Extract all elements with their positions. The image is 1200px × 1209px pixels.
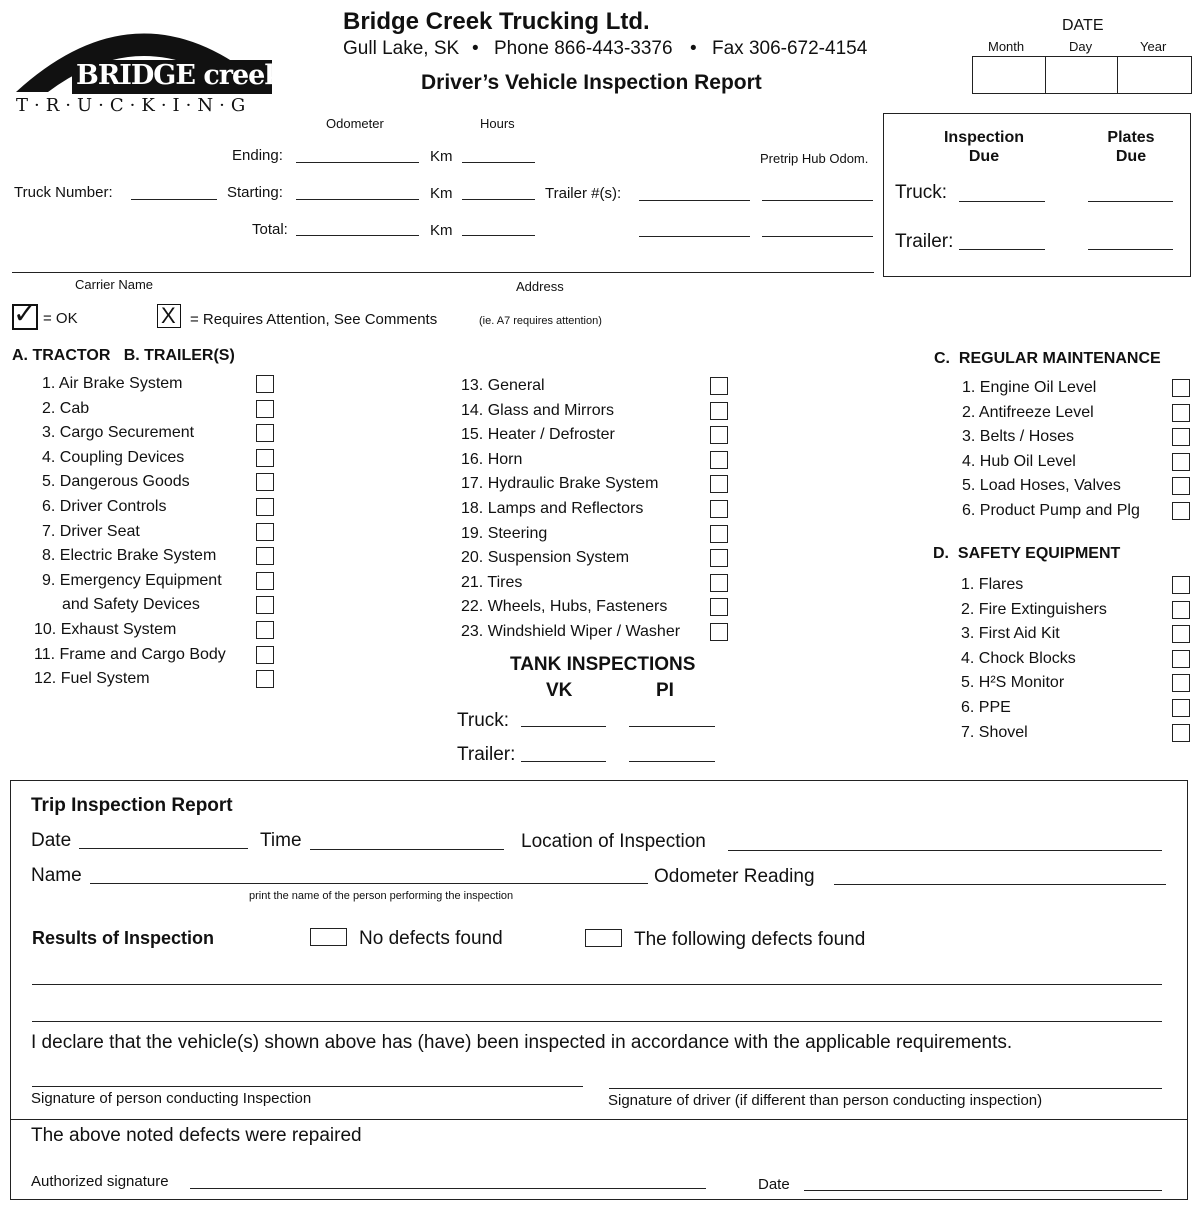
trip-time-label: Time [260, 830, 302, 851]
x-mark-icon: X [161, 303, 176, 328]
defects-found-checkbox[interactable] [585, 929, 622, 947]
checklist-checkbox[interactable] [1172, 477, 1190, 495]
declaration-text: I declare that the vehicle(s) shown above has (have) been inspected in accordance with the applicable requirements. [31, 1032, 1013, 1053]
checklist-checkbox[interactable] [256, 523, 274, 541]
inspection-due-label: Inspection Due [943, 129, 1024, 165]
checklist-checkbox[interactable] [710, 451, 728, 469]
checklist-checkbox[interactable] [710, 426, 728, 444]
checklist-item-label: 5. Dangerous Goods [42, 473, 190, 491]
tank-truck-vk-field[interactable] [521, 726, 606, 727]
checklist-checkbox[interactable] [1172, 502, 1190, 520]
date-day-field[interactable] [1045, 56, 1118, 94]
bullet: • [690, 38, 697, 59]
checklist-checkbox[interactable] [256, 424, 274, 442]
checklist-checkbox[interactable] [1172, 428, 1190, 446]
checklist-item-label: 5. Load Hoses, Valves [962, 477, 1121, 495]
checklist-checkbox[interactable] [1172, 576, 1190, 594]
total-hours-field[interactable] [462, 235, 535, 236]
no-defects-label: No defects found [359, 928, 503, 949]
checklist-checkbox[interactable] [256, 375, 274, 393]
inspector-signature-field[interactable] [32, 1086, 583, 1087]
checklist-checkbox[interactable] [710, 402, 728, 420]
trip-name-note: print the name of the person performing the inspection [249, 890, 514, 902]
checklist-checkbox[interactable] [1172, 674, 1190, 692]
checklist-item-label: 7. Driver Seat [42, 522, 140, 540]
checklist-checkbox[interactable] [710, 623, 728, 641]
inspector-signature-label: Signature of person conducting Inspection [31, 1090, 312, 1107]
section-c-heading: C. REGULAR MAINTENANCE [934, 350, 1161, 367]
checklist-item-label: 2. Fire Extinguishers [961, 600, 1107, 618]
checklist-item-label: 12. Fuel System [34, 670, 150, 688]
checklist-item-label: 6. Driver Controls [42, 498, 167, 515]
plates-due-label: Plates Due [1107, 129, 1155, 165]
trip-date-label: Date [31, 830, 72, 851]
trip-time-field[interactable] [310, 849, 504, 850]
checklist-item-label: 7. Shovel [961, 723, 1028, 741]
tank-truck-label: Truck: [457, 710, 510, 731]
tank-truck-pi-field[interactable] [629, 726, 715, 727]
starting-hours-field[interactable] [462, 199, 535, 200]
trip-location-field[interactable] [728, 850, 1162, 851]
defects-line-1[interactable] [32, 984, 1162, 985]
ending-hours-field[interactable] [462, 162, 535, 163]
truck-number-label: Truck Number: [14, 184, 113, 201]
checklist-checkbox[interactable] [256, 498, 274, 516]
section-ab-heading: A. TRACTOR B. TRAILER(S) [12, 347, 235, 364]
checklist-item-label: 5. H²S Monitor [961, 674, 1065, 692]
trip-name-field[interactable] [90, 883, 648, 884]
date-month-field[interactable] [972, 56, 1046, 94]
checklist-item-label: 3. First Aid Kit [961, 625, 1060, 643]
checklist-item-label: 9. Emergency Equipment [42, 571, 222, 589]
checklist-item-label: 2. Cab [42, 399, 90, 417]
address-label: Address [516, 279, 564, 294]
checklist-item-label: 4. Hub Oil Level [962, 452, 1076, 470]
checklist-checkbox[interactable] [256, 670, 274, 688]
company-location: Gull Lake, SK [343, 38, 460, 59]
checklist-checkbox[interactable] [1172, 453, 1190, 471]
checklist-checkbox[interactable] [1172, 724, 1190, 742]
report-title: Driver’s Vehicle Inspection Report [421, 71, 762, 94]
company-logo [14, 10, 283, 120]
checklist-item-label: 6. Product Pump and Plg [962, 502, 1140, 519]
checklist-checkbox[interactable] [256, 572, 274, 590]
attention-legend: = Requires Attention, See Comments [190, 311, 438, 328]
trip-name-label: Name [31, 865, 82, 886]
checklist-item-label: 13. General [461, 377, 545, 394]
tank-trailer-pi-field[interactable] [629, 761, 715, 762]
odometer-label: Odometer [326, 116, 384, 131]
starting-label: Starting: [227, 184, 283, 201]
driver-signature-label: Signature of driver (if different than person conducting inspection) [608, 1092, 1043, 1109]
checklist-item-label: 22. Wheels, Hubs, Fasteners [461, 598, 668, 616]
ok-legend: = OK [43, 310, 78, 327]
logo-wordmark: BRIDGE creek [76, 60, 283, 91]
checklist-item-label: 20. Suspension System [461, 549, 630, 567]
checklist-item-label: and Safety Devices [62, 596, 200, 614]
total-label: Total: [252, 221, 288, 238]
checklist-checkbox[interactable] [1172, 404, 1190, 422]
due-box [883, 113, 1191, 277]
trailer-plates-due-field[interactable] [1088, 249, 1173, 250]
company-phone: Phone 866-443-3376 [494, 38, 673, 59]
checklist-item-label: 11. Frame and Cargo Body [34, 645, 226, 663]
date-year-label: Year [1140, 39, 1167, 54]
checklist-checkbox[interactable] [1172, 379, 1190, 397]
pretrip-hub-field-1[interactable] [762, 200, 873, 201]
starting-odometer-field[interactable] [296, 199, 419, 200]
checklist-checkbox[interactable] [1172, 601, 1190, 619]
km-unit: Km [430, 148, 453, 165]
authorized-signature-label: Authorized signature [31, 1173, 169, 1190]
trip-report-title: Trip Inspection Report [31, 795, 233, 816]
checklist-checkbox[interactable] [1172, 625, 1190, 643]
checklist-item-label: 1. Flares [961, 576, 1024, 593]
checklist-item-label: 21. Tires [461, 573, 523, 591]
checklist-checkbox[interactable] [256, 621, 274, 639]
checklist-item-label: 3. Belts / Hoses [962, 428, 1075, 446]
checklist-checkbox[interactable] [256, 400, 274, 418]
checklist-checkbox[interactable] [1172, 699, 1190, 717]
date-day-label: Day [1069, 39, 1093, 54]
carrier-name-label: Carrier Name [75, 277, 154, 292]
checklist-item-label: 3. Cargo Securement [42, 424, 195, 442]
bullet: • [472, 38, 479, 59]
pretrip-hub-label: Pretrip Hub Odom. [760, 151, 869, 166]
checklist-item-label: 4. Coupling Devices [42, 448, 185, 466]
company-name: Bridge Creek Trucking Ltd. [343, 8, 650, 35]
ending-odometer-field[interactable] [296, 162, 419, 163]
driver-signature-field[interactable] [609, 1088, 1162, 1089]
checklist-item-label: 10. Exhaust System [34, 621, 177, 638]
company-fax: Fax 306-672-4154 [712, 38, 868, 59]
date-month-label: Month [988, 39, 1025, 54]
truck-inspection-due-field[interactable] [959, 201, 1045, 202]
km-unit: Km [430, 185, 453, 202]
checklist-item-label: 1. Engine Oil Level [962, 379, 1097, 396]
checklist-item-label: 23. Windshield Wiper / Washer [461, 623, 681, 640]
pretrip-hub-field-2[interactable] [762, 236, 873, 237]
km-unit: Km [430, 222, 453, 239]
repaired-label: The above noted defects were repaired [31, 1125, 362, 1146]
trailer-number-field-1[interactable] [639, 200, 750, 201]
no-defects-checkbox[interactable] [310, 928, 347, 946]
defects-line-2[interactable] [32, 1021, 1162, 1022]
checklist-checkbox[interactable] [710, 525, 728, 543]
tank-trailer-vk-field[interactable] [521, 761, 606, 762]
due-trailer-label: Trailer: [895, 231, 954, 252]
repair-date-field[interactable] [804, 1190, 1162, 1191]
checklist-checkbox[interactable] [256, 547, 274, 565]
section-d-heading: D. SAFETY EQUIPMENT [933, 545, 1121, 562]
trailer-number-field-2[interactable] [639, 236, 750, 237]
truck-plates-due-field[interactable] [1088, 201, 1173, 202]
trip-location-label: Location of Inspection [521, 831, 706, 852]
checklist-checkbox[interactable] [710, 574, 728, 592]
checklist-checkbox[interactable] [1172, 650, 1190, 668]
tank-trailer-label: Trailer: [457, 744, 516, 765]
checklist-item-label: 15. Heater / Defroster [461, 426, 615, 444]
trip-odometer-label: Odometer Reading [654, 866, 815, 887]
date-year-field[interactable] [1118, 56, 1192, 94]
check-mark-icon: ✓ [13, 298, 37, 329]
checklist-checkbox[interactable] [710, 598, 728, 616]
checklist-item-label: 4. Chock Blocks [961, 649, 1076, 667]
trailers-label: Trailer #(s): [545, 185, 622, 202]
date-label: DATE [1062, 17, 1104, 34]
checklist-checkbox[interactable] [710, 549, 728, 567]
checklist-item-label: 2. Antifreeze Level [962, 403, 1094, 421]
logo-subtext: T·R·U·C·K·I·N·G [16, 95, 252, 116]
checklist-item-label: 17. Hydraulic Brake System [461, 475, 659, 493]
checklist-item-label: 1. Air Brake System [42, 375, 183, 392]
trip-date-field[interactable] [79, 848, 248, 849]
ending-label: Ending: [232, 147, 283, 164]
hours-label: Hours [480, 116, 515, 131]
tank-vk-label: VK [546, 680, 573, 701]
attention-note: (ie. A7 requires attention) [479, 315, 602, 327]
checklist-item-label: 8. Electric Brake System [42, 547, 217, 565]
checklist-item-label: 18. Lamps and Reflectors [461, 500, 644, 517]
checklist-checkbox[interactable] [256, 596, 274, 614]
tank-heading: TANK INSPECTIONS [510, 654, 696, 675]
checklist-checkbox[interactable] [710, 500, 728, 518]
results-label: Results of Inspection [32, 928, 215, 948]
due-truck-label: Truck: [895, 182, 948, 203]
checklist-item-label: 6. PPE [961, 699, 1011, 716]
total-odometer-field[interactable] [296, 235, 419, 236]
checklist-item-label: 19. Steering [461, 524, 548, 542]
repair-divider [10, 1119, 1188, 1120]
trip-odometer-field[interactable] [834, 884, 1166, 885]
authorized-signature-field[interactable] [190, 1188, 706, 1189]
checklist-checkbox[interactable] [256, 473, 274, 491]
checklist-checkbox[interactable] [256, 646, 274, 664]
checklist-item-label: 16. Horn [461, 450, 523, 468]
trailer-inspection-due-field[interactable] [959, 249, 1045, 250]
truck-number-field[interactable] [131, 199, 217, 200]
checklist-checkbox[interactable] [710, 377, 728, 395]
tank-pi-label: PI [656, 680, 674, 701]
carrier-address-field[interactable] [12, 272, 874, 273]
defects-found-label: The following defects found [634, 929, 866, 950]
checklist-item-label: 14. Glass and Mirrors [461, 401, 614, 419]
checklist-checkbox[interactable] [256, 449, 274, 467]
checklist-checkbox[interactable] [710, 475, 728, 493]
repair-date-label: Date [758, 1176, 790, 1193]
